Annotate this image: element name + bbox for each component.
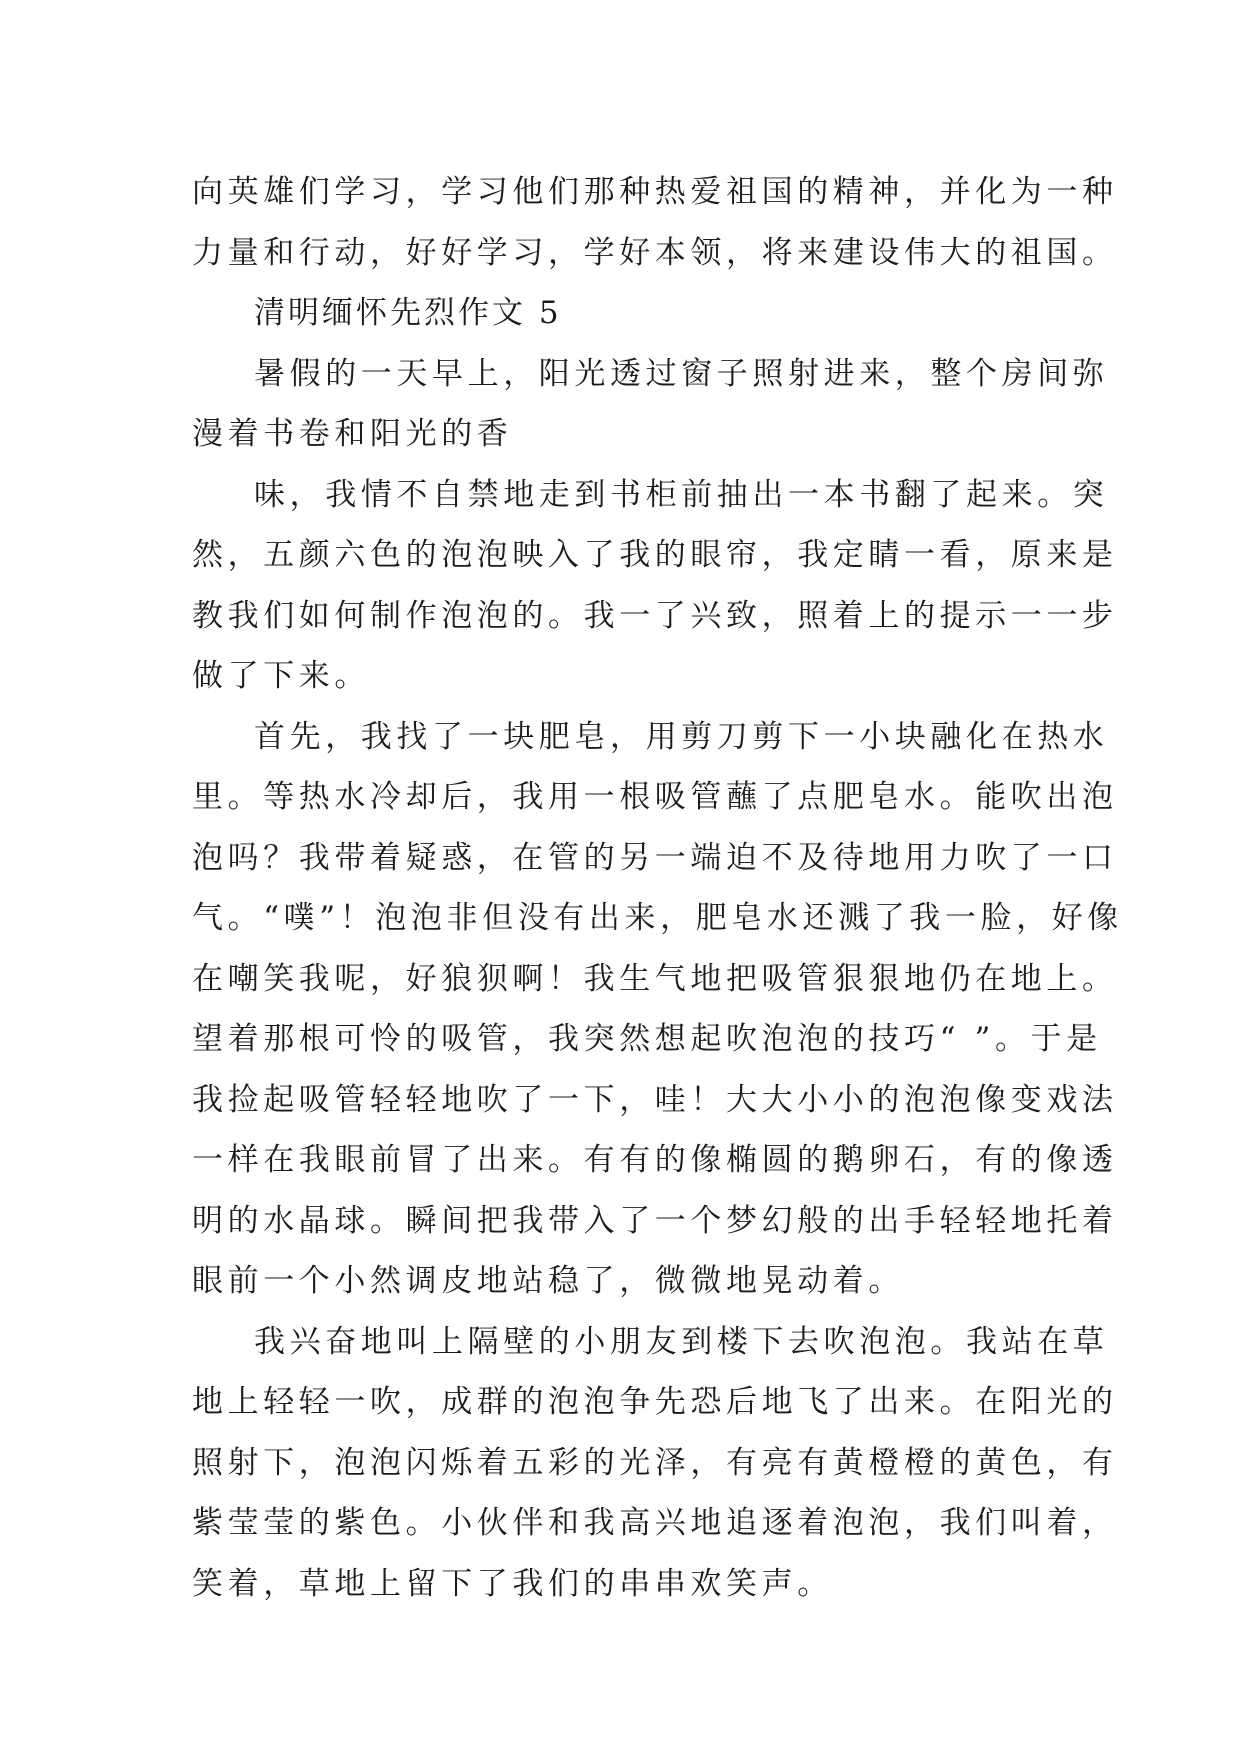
text-line: 泡吗？我带着疑惑，在管的另一端迫不及待地用力吹了一口 [192,839,1118,876]
text-line: 我兴奋地叫上隔壁的小朋友到楼下去吹泡泡。我站在草 [254,1323,1109,1360]
text-line: 我捡起吸管轻轻地吹了一下，哇！大大小小的泡泡像变戏法 [192,1081,1118,1118]
text-line: 味，我情不自禁地走到书柜前抽出一本书翻了起来。突 [254,476,1109,513]
text-line: 向英雄们学习，学习他们那种热爱祖国的精神，并化为一种 [192,174,1118,210]
text-line: 明的水晶球。瞬间把我带入了一个梦幻般的出手轻轻地托着 [192,1202,1118,1239]
text-line: 笑着，草地上留下了我们的串串欢笑声。 [192,1565,833,1602]
text-line: 力量和行动，好好学习，学好本领，将来建设伟大的祖国。 [192,234,1118,271]
text-line: 照射下，泡泡闪烁着五彩的光泽，有亮有黄橙橙的黄色，有 [192,1444,1118,1481]
text-line: 气。“噗”！泡泡非但没有出来，肥皂水还溅了我一脸，好像 [192,900,1123,936]
text-line: 做了下来。 [192,658,370,694]
text-line: 望着那根可怜的吸管，我突然想起吹泡泡的技巧“ ”。于是 [192,1021,1102,1057]
text-line: 里。等热水冷却后，我用一根吸管蘸了点肥皂水。能吹出泡 [192,779,1118,815]
text-line: 然，五颜六色的泡泡映入了我的眼帘，我定睛一看，原来是 [192,537,1118,573]
text-line: 首先，我找了一块肥皂，用剪刀剪下一小块融化在热水 [254,718,1109,755]
text-line: 教我们如何制作泡泡的。我一了兴致，照着上的提示一一步 [192,597,1118,634]
text-line: 一样在我眼前冒了出来。有有的像椭圆的鹅卵石，有的像透 [192,1142,1118,1178]
text-line: 紫莹莹的紫色。小伙伴和我高兴地追逐着泡泡，我们叫着， [192,1505,1118,1541]
text-line: 地上轻轻一吹，成群的泡泡争先恐后地飞了出来。在阳光的 [192,1384,1118,1420]
text-line: 在嘲笑我呢，好狼狈啊！我生气地把吸管狠狠地仍在地上。 [192,960,1118,997]
text-line: 眼前一个小然调皮地站稳了，微微地晃动着。 [192,1263,904,1299]
section-heading: 清明缅怀先烈作文 5 [254,295,562,331]
text-line: 暑假的一天早上，阳光透过窗子照射进来，整个房间弥 [254,355,1109,392]
body-text [192,162,1123,1614]
text-line: 漫着书卷和阳光的香 [192,416,513,452]
